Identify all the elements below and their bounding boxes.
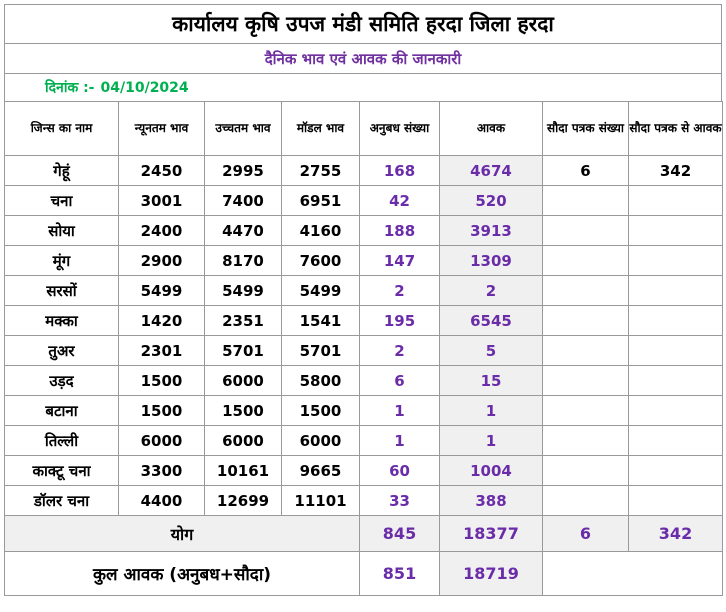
cell-commodity-name: उड़द	[5, 366, 119, 396]
cell-arrival: 4674	[440, 156, 543, 186]
cell-anubandh-count: 188	[360, 216, 440, 246]
total-sauda-aavak: 342	[629, 516, 723, 552]
cell-model-price: 2755	[282, 156, 360, 186]
table-header-row	[5, 102, 723, 156]
table-row	[5, 246, 723, 276]
cell-sauda-count: 6	[543, 156, 629, 186]
cell-sauda-count	[543, 186, 629, 216]
cell-min-price: 2900	[119, 246, 205, 276]
table-body	[5, 156, 723, 516]
total-sauda-count: 6	[543, 516, 629, 552]
cell-model-price: 6951	[282, 186, 360, 216]
cell-anubandh-count: 1	[360, 426, 440, 456]
col-header-min-price: न्यूनतम भाव	[119, 102, 205, 156]
cell-min-price: 3300	[119, 456, 205, 486]
col-header-sauda-count: सौदा पत्रक संख्या	[543, 102, 629, 156]
table-row	[5, 486, 723, 516]
cell-sauda-arrival	[629, 216, 723, 246]
cell-anubandh-count: 147	[360, 246, 440, 276]
cell-sauda-arrival	[629, 246, 723, 276]
cell-arrival: 6545	[440, 306, 543, 336]
cell-commodity-name: गेहूं	[5, 156, 119, 186]
cell-min-price: 2400	[119, 216, 205, 246]
cell-sauda-arrival	[629, 366, 723, 396]
grand-total-label: कुल आवक (अनुबध+सौदा)	[5, 552, 360, 596]
cell-arrival: 2	[440, 276, 543, 306]
cell-sauda-count	[543, 216, 629, 246]
total-row	[5, 516, 723, 552]
cell-model-price: 5800	[282, 366, 360, 396]
col-header-arrival: आवक	[440, 102, 543, 156]
cell-commodity-name: मक्का	[5, 306, 119, 336]
date-label: दिनांक :-	[45, 80, 95, 96]
cell-model-price: 1500	[282, 396, 360, 426]
cell-anubandh-count: 42	[360, 186, 440, 216]
col-header-commodity: जिन्स का नाम	[5, 102, 119, 156]
cell-min-price: 2450	[119, 156, 205, 186]
cell-sauda-arrival	[629, 456, 723, 486]
col-header-anubandh-count: अनुबध संख्या	[360, 102, 440, 156]
cell-arrival: 388	[440, 486, 543, 516]
cell-sauda-count	[543, 486, 629, 516]
cell-model-price: 11101	[282, 486, 360, 516]
total-anubandh: 845	[360, 516, 440, 552]
cell-sauda-count	[543, 276, 629, 306]
table-row	[5, 396, 723, 426]
cell-min-price: 4400	[119, 486, 205, 516]
cell-commodity-name: मूंग	[5, 246, 119, 276]
cell-sauda-arrival	[629, 186, 723, 216]
report-title: कार्यालय कृषि उपज मंडी समिति हरदा जिला हरदा	[4, 4, 722, 44]
cell-model-price: 5701	[282, 336, 360, 366]
cell-sauda-count	[543, 456, 629, 486]
price-arrival-table	[4, 101, 723, 596]
table-row	[5, 426, 723, 456]
cell-max-price: 6000	[205, 366, 282, 396]
col-header-max-price: उच्चतम भाव	[205, 102, 282, 156]
grand-total-row	[5, 552, 723, 596]
cell-max-price: 7400	[205, 186, 282, 216]
cell-max-price: 4470	[205, 216, 282, 246]
grand-total-anubandh: 851	[360, 552, 440, 596]
cell-commodity-name: बटाना	[5, 396, 119, 426]
cell-sauda-count	[543, 336, 629, 366]
cell-model-price: 5499	[282, 276, 360, 306]
cell-anubandh-count: 33	[360, 486, 440, 516]
cell-commodity-name: काक्टू चना	[5, 456, 119, 486]
cell-sauda-arrival	[629, 426, 723, 456]
cell-max-price: 12699	[205, 486, 282, 516]
cell-min-price: 1500	[119, 396, 205, 426]
cell-sauda-arrival	[629, 486, 723, 516]
cell-commodity-name: तिल्ली	[5, 426, 119, 456]
cell-max-price: 10161	[205, 456, 282, 486]
cell-commodity-name: चना	[5, 186, 119, 216]
date-value: 04/10/2024	[100, 79, 189, 96]
cell-sauda-arrival	[629, 336, 723, 366]
cell-commodity-name: डॉलर चना	[5, 486, 119, 516]
cell-commodity-name: तुअर	[5, 336, 119, 366]
cell-sauda-count	[543, 246, 629, 276]
cell-arrival: 1309	[440, 246, 543, 276]
table-row	[5, 156, 723, 186]
cell-commodity-name: सोया	[5, 216, 119, 246]
cell-anubandh-count: 1	[360, 396, 440, 426]
cell-arrival: 15	[440, 366, 543, 396]
cell-sauda-arrival	[629, 396, 723, 426]
cell-model-price: 6000	[282, 426, 360, 456]
table-row	[5, 276, 723, 306]
table-row	[5, 306, 723, 336]
cell-anubandh-count: 2	[360, 336, 440, 366]
cell-anubandh-count: 60	[360, 456, 440, 486]
cell-anubandh-count: 195	[360, 306, 440, 336]
cell-sauda-arrival: 342	[629, 156, 723, 186]
cell-max-price: 5499	[205, 276, 282, 306]
cell-min-price: 6000	[119, 426, 205, 456]
cell-arrival: 5	[440, 336, 543, 366]
cell-max-price: 8170	[205, 246, 282, 276]
cell-min-price: 5499	[119, 276, 205, 306]
cell-model-price: 4160	[282, 216, 360, 246]
cell-sauda-arrival	[629, 306, 723, 336]
cell-arrival: 520	[440, 186, 543, 216]
table-row	[5, 456, 723, 486]
cell-anubandh-count: 168	[360, 156, 440, 186]
mandi-report-sheet	[4, 4, 722, 596]
cell-sauda-arrival	[629, 276, 723, 306]
cell-sauda-count	[543, 306, 629, 336]
total-label: योग	[5, 516, 360, 552]
col-header-model-price: मॉडल भाव	[282, 102, 360, 156]
cell-arrival: 1	[440, 396, 543, 426]
cell-sauda-count	[543, 366, 629, 396]
cell-commodity-name: सरसों	[5, 276, 119, 306]
grand-total-aavak: 18719	[440, 552, 543, 596]
table-row	[5, 216, 723, 246]
cell-min-price: 1500	[119, 366, 205, 396]
cell-max-price: 6000	[205, 426, 282, 456]
report-subtitle: दैनिक भाव एवं आवक की जानकारी	[4, 44, 722, 74]
cell-anubandh-count: 6	[360, 366, 440, 396]
cell-max-price: 2995	[205, 156, 282, 186]
cell-sauda-count	[543, 396, 629, 426]
cell-min-price: 2301	[119, 336, 205, 366]
total-aavak: 18377	[440, 516, 543, 552]
grand-total-blank	[543, 552, 723, 596]
report-date	[4, 74, 722, 101]
table-row	[5, 366, 723, 396]
cell-model-price: 9665	[282, 456, 360, 486]
cell-sauda-count	[543, 426, 629, 456]
cell-arrival: 3913	[440, 216, 543, 246]
table-row	[5, 186, 723, 216]
col-header-sauda-arrival: सौदा पत्रक से आवक	[629, 102, 723, 156]
table-row	[5, 336, 723, 366]
cell-max-price: 5701	[205, 336, 282, 366]
cell-max-price: 1500	[205, 396, 282, 426]
cell-anubandh-count: 2	[360, 276, 440, 306]
cell-min-price: 3001	[119, 186, 205, 216]
cell-model-price: 1541	[282, 306, 360, 336]
cell-arrival: 1	[440, 426, 543, 456]
cell-min-price: 1420	[119, 306, 205, 336]
cell-model-price: 7600	[282, 246, 360, 276]
cell-max-price: 2351	[205, 306, 282, 336]
cell-arrival: 1004	[440, 456, 543, 486]
